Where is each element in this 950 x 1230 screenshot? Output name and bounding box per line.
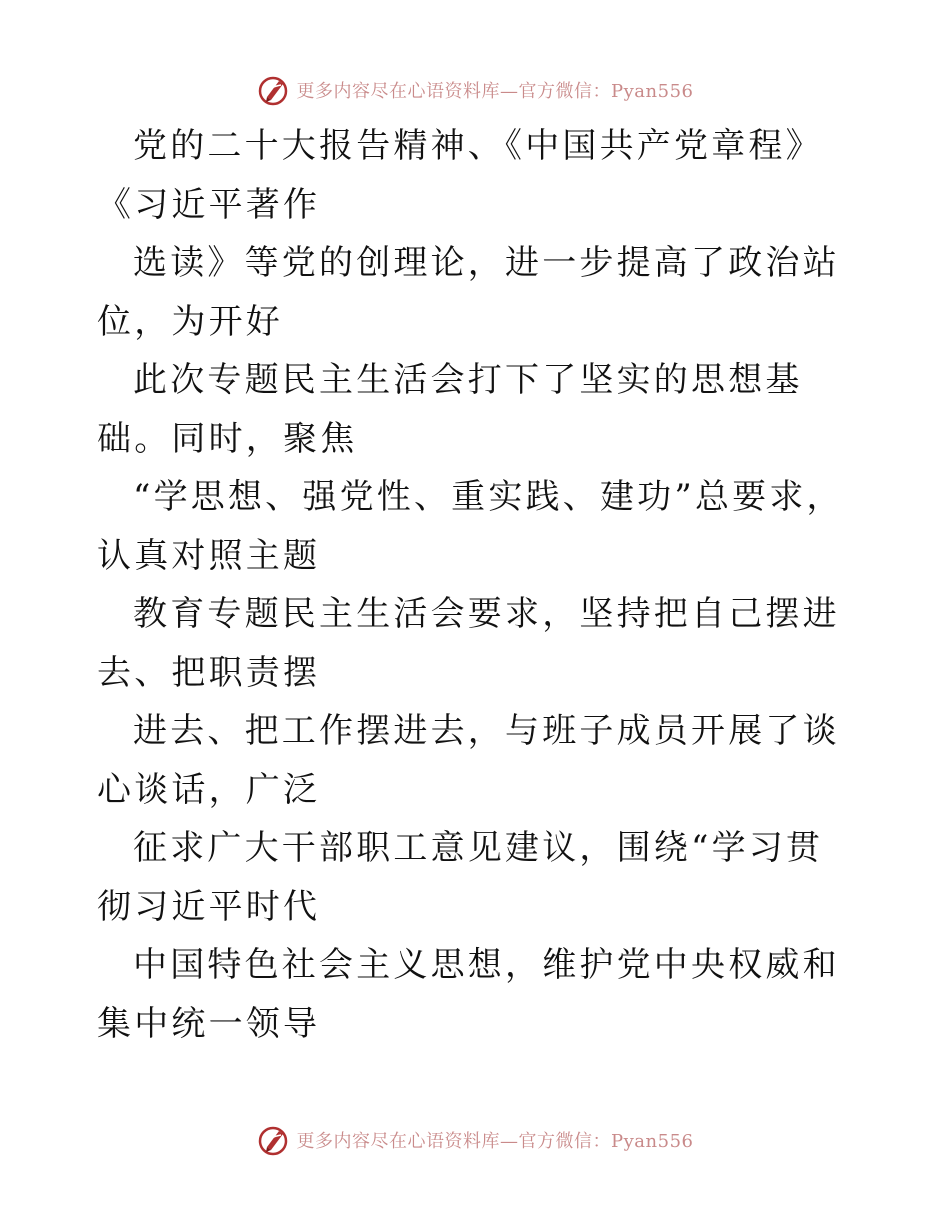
body-text: [97, 117, 857, 1053]
pen-logo-icon: [257, 73, 291, 107]
footer-watermark-inner: [257, 1123, 694, 1157]
footer-watermark: [0, 1120, 950, 1160]
paragraph-6: 进去、把工作摆进去，与班子成员开展了谈心谈话，广泛: [97, 711, 840, 810]
paragraph-5: 教育专题民主生活会要求，坚持把自己摆进去、把职责摆: [97, 594, 840, 693]
paragraph-1: 党的二十大报告精神、《中国共产党章程》《习近平著作: [97, 126, 823, 225]
header-watermark-text: 更多内容尽在心语资料库—官方微信：Pyan556: [296, 81, 694, 102]
pen-logo-icon: [257, 1123, 291, 1157]
paragraph-7: 征求广大干部职工意见建议，围绕“学习贯彻习近平时代: [97, 828, 824, 927]
header-watermark: [0, 70, 950, 110]
footer-watermark-text: 更多内容尽在心语资料库—官方微信：Pyan556: [296, 1131, 694, 1152]
paragraph-3: 此次专题民主生活会打下了坚实的思想基础。同时，聚焦: [97, 360, 803, 459]
paragraph-8: 中国特色社会主义思想，维护党中央权威和集中统一领导: [97, 945, 840, 1044]
paragraph-4: “学思想、强党性、重实践、建功”总要求，认真对照主题: [97, 477, 844, 576]
header-watermark-inner: [257, 73, 694, 107]
paragraph-2: 选读》等党的创理论，进一步提高了政治站位，为开好: [97, 243, 840, 342]
